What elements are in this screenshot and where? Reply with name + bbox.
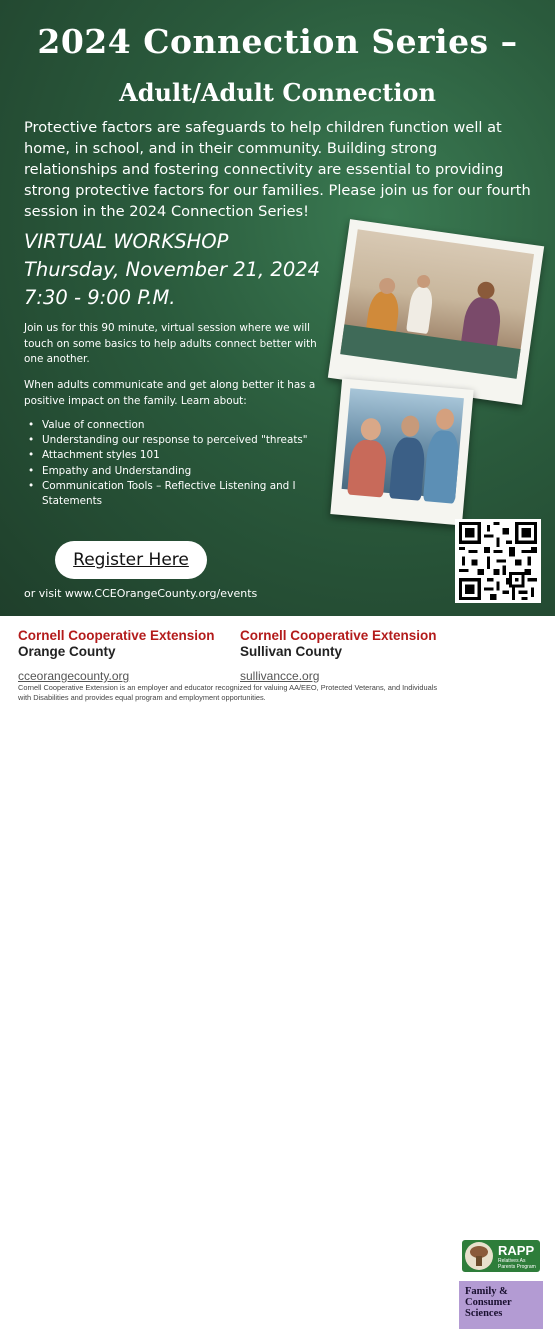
- qr-code[interactable]: [455, 519, 541, 603]
- list-item: • Understanding our response to perceived "threats": [24, 433, 324, 448]
- events-link[interactable]: or visit www.CCEOrangeCounty.org/events: [24, 587, 258, 600]
- page-title: 2024 Connection Series –: [37, 22, 518, 61]
- disclaimer: Cornell Cooperative Extension is an employer and educator recognized for valuing AA/EEO, Protected Veterans, and Individuals with Disabilities and provides equal program and employment opportunities.: [18, 683, 438, 702]
- tree-icon: [465, 1242, 493, 1270]
- workshop-type: VIRTUAL WORKSHOP: [24, 230, 229, 253]
- org-name: Cornell Cooperative Extension: [240, 628, 437, 643]
- footer: [0, 616, 555, 1319]
- rapp-title: RAPP: [498, 1243, 535, 1258]
- qr-code-icon: [458, 522, 538, 600]
- workshop-info: [24, 228, 354, 312]
- workshop-date: Thursday, November 21, 2024: [24, 258, 321, 281]
- org-county: Orange County: [18, 644, 116, 659]
- cce-sullivan-block: [240, 628, 437, 683]
- list-item: • Empathy and Understanding: [24, 464, 324, 479]
- group-photo: [328, 219, 544, 405]
- list-item: • Value of connection: [24, 418, 324, 433]
- sullivan-website-link[interactable]: sullivancce.org: [240, 669, 320, 683]
- flyer-banner: [0, 0, 555, 616]
- org-county: Sullivan County: [240, 644, 343, 659]
- rapp-logo: [462, 1240, 540, 1272]
- register-button[interactable]: Register Here: [55, 541, 207, 579]
- fcs-logo: Family & Consumer Sciences: [459, 1281, 543, 1329]
- page-subtitle: Adult/Adult Connection: [119, 78, 436, 107]
- conversation-photo: [330, 379, 473, 526]
- list-item: • Communication Tools – Reflective Listening and I Statements: [24, 479, 324, 509]
- cce-orange-block: [18, 628, 215, 683]
- impact-description: When adults communicate and get along better it has a positive impact on the family. Learn about:: [24, 379, 316, 407]
- orange-website-link[interactable]: cceorangecounty.org: [18, 669, 130, 683]
- intro-paragraph: Protective factors are safeguards to help children function well at home, in school, and in their community. Building strong relationships and fostering connectivity are essential to providing strong protective factors for our families. Please join us for our fourth session in the 2024 Connection Series!: [24, 119, 531, 220]
- list-item: • Attachment styles 101: [24, 448, 324, 463]
- org-name: Cornell Cooperative Extension: [18, 628, 215, 643]
- session-description: Join us for this 90 minute, virtual session where we will touch on some basics to help adults connect better with one another.: [24, 322, 317, 365]
- topics-list: [24, 418, 324, 509]
- rapp-subtitle: Relatives As Parents Program: [498, 1258, 536, 1270]
- workshop-time: 7:30 - 9:00 P.M.: [24, 286, 176, 309]
